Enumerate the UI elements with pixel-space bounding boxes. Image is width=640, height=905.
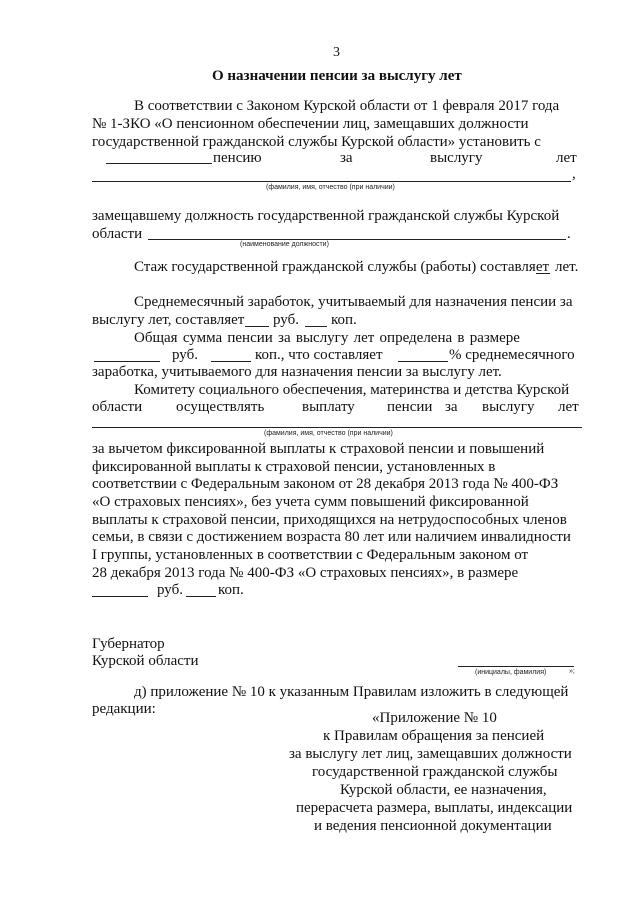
blank-stazh (536, 273, 550, 274)
page-number: 3 (333, 45, 340, 60)
total-line2-c: % среднемесячного (449, 347, 575, 363)
caption-signature: (инициалы, фамилия) (475, 669, 547, 676)
para1-word-za: за (340, 150, 353, 166)
committee-line11-a: руб. (157, 582, 183, 598)
blank-date-line (106, 163, 212, 164)
committee-line11-b: коп. (218, 582, 244, 598)
committee-w7: лет (558, 399, 579, 415)
total-line2-a: руб. (172, 347, 198, 363)
committee-line5: соответствии с Федеральным законом от 28 декабря 2013 года № 400-ФЗ (92, 476, 559, 492)
item-d-line2: редакции: (92, 701, 156, 717)
caption-fio-1: (фамилия, имя, отчество (при наличии) (266, 184, 395, 191)
para1-comma: , (572, 166, 576, 182)
blank-total-percent (398, 361, 448, 362)
blank-total-kop (211, 361, 251, 362)
blank-signature-line (458, 666, 574, 667)
appendix-line3: за выслугу лет лиц, замещавших должности (289, 746, 572, 762)
para1-word-pension: пенсию (213, 150, 262, 166)
blank-salary-rub (245, 326, 269, 327)
para1-line3: государственной гражданской службы Курской области» установить с (92, 134, 541, 150)
para2-line1: замещавшему должность государственной гражданской службы Курской (92, 208, 560, 224)
blank-committee-kop (186, 596, 216, 597)
committee-line8: семьи, в связи с достижением возраста 80 лет или наличием инвалидности (92, 529, 571, 545)
blank-salary-kop (305, 326, 327, 327)
signature-title1: Губернатор (92, 636, 165, 652)
committee-w1: области (92, 399, 143, 415)
appendix-line2: к Правилам обращения за пенсией (323, 728, 545, 744)
committee-w2: осуществлять (176, 399, 265, 415)
stazh-line: Стаж государственной гражданской службы (работы) составляет (134, 259, 550, 275)
committee-line10: 28 декабря 2013 года № 400-ФЗ «О страховых пенсиях», в размере (92, 565, 519, 581)
appendix-line6: перерасчета размера, выплаты, индексации (296, 800, 573, 816)
total-line3: заработка, учитываемого для назначения пенсии за выслугу лет. (92, 364, 502, 380)
document-title: О назначении пенсии за выслугу лет (212, 68, 462, 84)
blank-post-line (148, 239, 566, 240)
committee-line1: Комитету социального обеспечения, материнства и детства Курской (134, 382, 570, 398)
signature-title2: Курской области (92, 653, 199, 669)
para1-word-let: лет (556, 150, 577, 166)
appendix-line7: и ведения пенсионной документации (314, 818, 552, 834)
salary-line2-b: руб. (273, 312, 299, 328)
salary-line2-a: выслугу лет, составляет (92, 312, 245, 328)
caption-post: (наименование должности) (240, 241, 329, 248)
blank-total-rub (94, 361, 160, 362)
item-d-line1: д) приложение № 10 к указанным Правилам изложить в следующей (134, 684, 569, 700)
para1-line2: № 1-ЗКО «О пенсионном обеспечении лиц, замещавших должности (92, 116, 529, 132)
para1-line1: В соответствии с Законом Курской области от 1 февраля 2017 года (134, 98, 560, 114)
committee-line7: выплаты к страховой пенсии, приходящихся на нетрудоспособных членов (92, 512, 567, 528)
blank-fio-line-2 (92, 427, 582, 428)
stazh-end: лет. (555, 259, 579, 275)
blank-committee-rub (92, 596, 148, 597)
signature-end: »; (569, 668, 575, 675)
committee-w5: за (445, 399, 458, 415)
committee-line4: фиксированной выплаты к страховой пенсии, установленных в (92, 459, 496, 475)
para2-line2-start: области (92, 226, 143, 242)
total-line1: Общая сумма пенсии за выслугу лет определена в размере (134, 330, 520, 346)
committee-w4: пенсии (387, 399, 433, 415)
appendix-line4: государственной гражданской службы (312, 764, 558, 780)
salary-line1: Среднемесячный заработок, учитываемый для назначения пенсии за (134, 294, 573, 310)
committee-w6: выслугу (482, 399, 535, 415)
appendix-line5: Курской области, ее назначения, (340, 782, 547, 798)
blank-fio-line (92, 181, 571, 182)
salary-line2-c: коп. (331, 312, 357, 328)
para1-word-vysl: выслугу (430, 150, 483, 166)
caption-fio-2: (фамилия, имя, отчество (при наличии) (264, 430, 393, 437)
committee-line9: I группы, установленных в соответствии с Федеральным законом от (92, 547, 529, 563)
appendix-line1: «Приложение № 10 (372, 710, 497, 726)
committee-line3: за вычетом фиксированной выплаты к страховой пенсии и повышений (92, 441, 545, 457)
committee-w3: выплату (302, 399, 355, 415)
committee-line6: «О страховых пенсиях», без учета сумм повышений фиксированной (92, 494, 529, 510)
total-line2-b: коп., что составляет (255, 347, 383, 363)
para2-period: . (567, 226, 571, 242)
